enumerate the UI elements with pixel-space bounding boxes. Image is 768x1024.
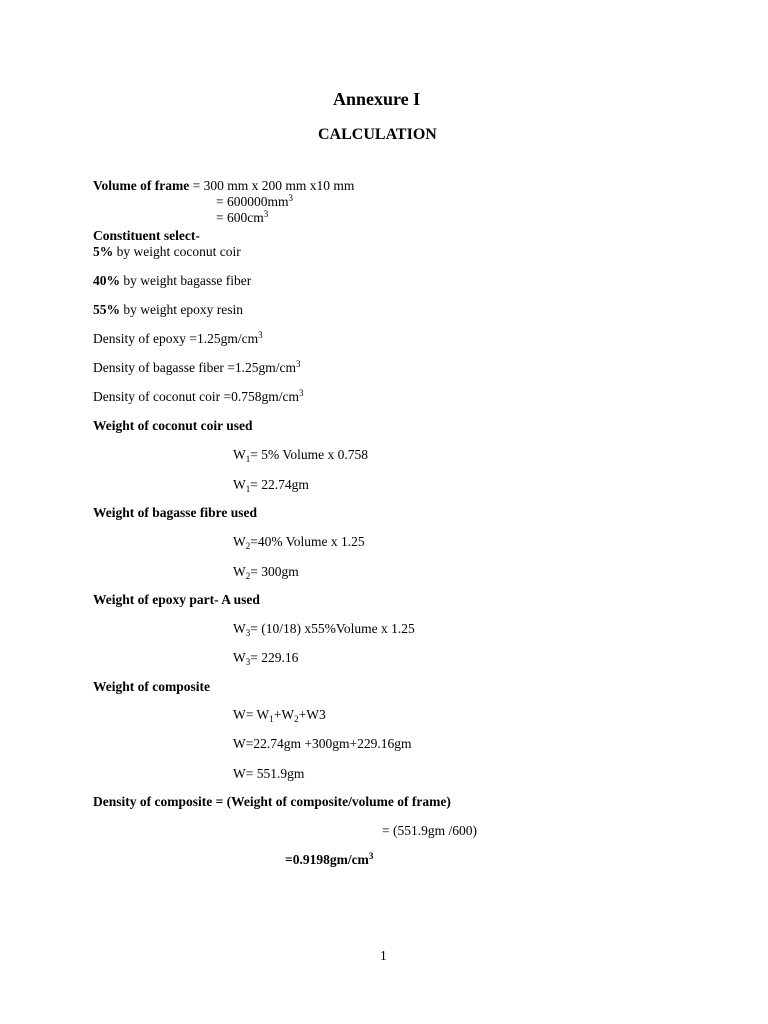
epoxy-equation-1: $W_3= (10/18)$ x55%Volume x 1.25 (233, 621, 415, 638)
density-composite-label: Density of composite = (Weight of composite/volume of frame) (93, 794, 451, 809)
epoxy-heading: Weight of epoxy part- A used (93, 592, 260, 607)
constituent-heading: Constituent select- (93, 228, 200, 243)
epoxy-equation-2: $W_3= 229.16$ (233, 650, 299, 667)
bagasse-heading: Weight of bagasse fibre used (93, 505, 258, 520)
constituent-item: 55% by weight epoxy resin (93, 302, 243, 317)
composite-equation-1: $W= W_1+W_2+W3$ (233, 707, 326, 724)
volume-line-3: = $600cm^3$ (216, 209, 269, 225)
coir-heading: Weight of coconut coir used (93, 418, 253, 433)
composite-heading: Weight of composite (93, 679, 210, 694)
section-heading: CALCULATION (318, 126, 437, 143)
coir-equation-1: $W_1= 5\%$ Volume x 0.758 (233, 447, 368, 464)
density-composite-result: $=0.9198gm/cm^3$ (285, 851, 374, 867)
constituent-item: 5% by weight coconut coir (93, 244, 241, 259)
bagasse-equation-1: $W_2=40\%$ Volume x 1.25 (233, 534, 365, 551)
composite-equation-3: W= 551.9gm (233, 766, 305, 781)
bagasse-equation-2: $W_2= 300gm$ (233, 564, 299, 581)
density-bagasse: Density of bagasse fiber $=1.25gm/cm^3$ (93, 359, 301, 375)
density-composite-line-2: = (551.9gm /600) (382, 823, 477, 838)
volume-label: Volume of frame (93, 178, 190, 193)
volume-expression: = 300 mm x 200 mm x10 mm (192, 178, 355, 193)
page-title: Annexure I (333, 89, 421, 109)
volume-line-2: = $600000mm^3$ (216, 193, 293, 209)
density-coir: Density of coconut coir $=0.758gm/cm^3$ (93, 388, 304, 404)
page-number: 1 (380, 948, 387, 963)
constituent-item: 40% by weight bagasse fiber (93, 273, 252, 288)
coir-equation-2: $W_1= 22.74gm$ (233, 477, 309, 494)
density-epoxy: Density of epoxy $=1.25gm/cm^3$ (93, 330, 263, 346)
composite-equation-2: W=22.74gm +300gm+229.16gm (233, 736, 412, 751)
volume-line-1 (93, 178, 354, 194)
